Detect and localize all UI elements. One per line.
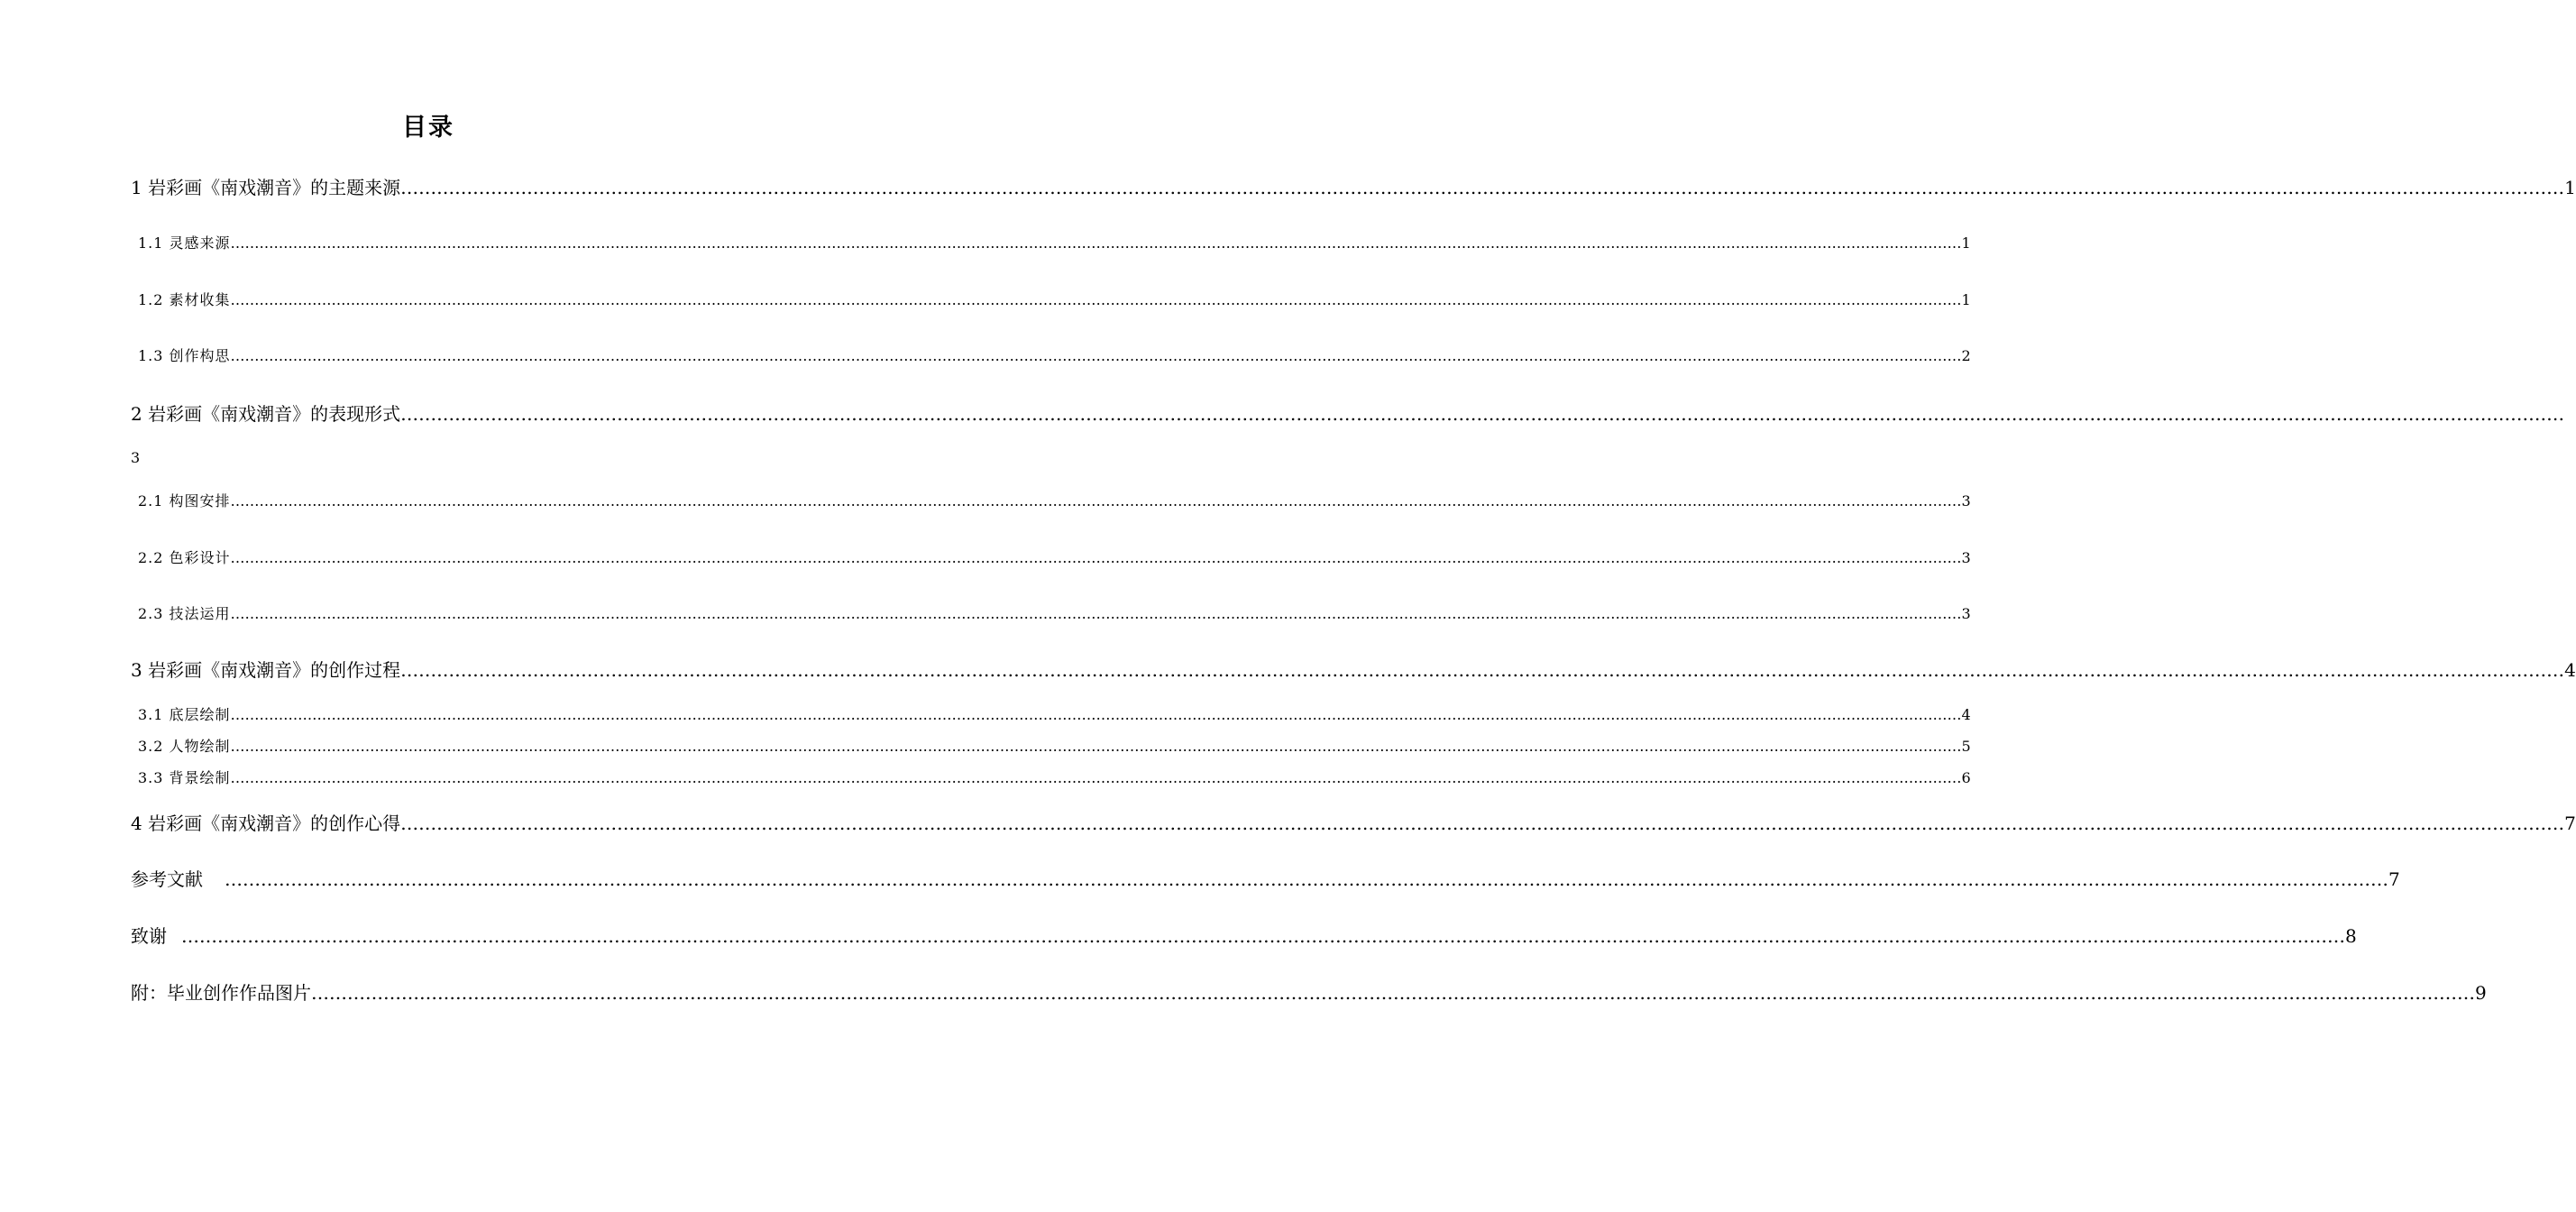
toc-leader-dots: ……………………………………………………………………………………………………………………………………………………………………………………………………………………………………………………………………………………………………………………………… bbox=[400, 403, 2565, 425]
toc-leader-dots: ……………………………………………………………………………………………………………………………………………………………………………………………………………………………………………………………………………………………………………………………… bbox=[230, 769, 1962, 786]
toc-entry-2-3[interactable] bbox=[138, 602, 1972, 626]
toc-entry-page: 8 bbox=[2345, 925, 2357, 947]
toc-entry-label: 1 岩彩画《南戏潮音》的主题来源 bbox=[131, 177, 401, 198]
toc-entry-label: 2 岩彩画《南戏潮音》的表现形式 bbox=[131, 403, 401, 425]
toc-entry-label: 1.1 灵感来源 bbox=[138, 234, 231, 252]
toc-entry-label: 1.2 素材收集 bbox=[138, 291, 231, 308]
toc-entry-4[interactable] bbox=[131, 810, 2576, 837]
toc-entry-page: 1 bbox=[1961, 291, 1972, 308]
toc-entry-label: 3.3 背景绘制 bbox=[138, 769, 231, 786]
toc-leader-dots: ……………………………………………………………………………………………………………………………………………………………………………………………………………………………………………………………………………………………………………………………… bbox=[230, 234, 1962, 252]
toc-leader-dots: ……………………………………………………………………………………………………………………………………………………………………………………………………………………………………………………………………………………………………………………………… bbox=[230, 706, 1962, 723]
toc-leader-dots: ……………………………………………………………………………………………………………………………………………………………………………………………………………………………………………………………………………………………………………………………… bbox=[181, 925, 2345, 947]
toc-leader-dots: ……………………………………………………………………………………………………………………………………………………………………………………………………………………………………………………………………………………………………………………………… bbox=[225, 868, 2388, 890]
toc-entry-1[interactable] bbox=[131, 174, 2576, 201]
toc-entry-page: 3 bbox=[1961, 549, 1972, 566]
toc-entry-page: 2 bbox=[1961, 347, 1972, 364]
toc-entry-label: 2.1 构图安排 bbox=[138, 492, 231, 510]
toc-entry-page: 3 bbox=[1961, 492, 1972, 510]
toc-entry-2[interactable] bbox=[131, 400, 2565, 427]
toc-entry-page: 5 bbox=[1961, 738, 1972, 755]
toc-entry-page: 6 bbox=[1961, 769, 1972, 786]
toc-leader-dots: ……………………………………………………………………………………………………………………………………………………………………………………………………………………………………………………………………………………………………………………………… bbox=[230, 347, 1962, 364]
toc-entry-label: 2.2 色彩设计 bbox=[138, 549, 231, 566]
toc-entry-3-2[interactable] bbox=[138, 735, 1972, 758]
toc-entry-acknowledgements[interactable] bbox=[131, 923, 2357, 950]
toc-leader-dots: ……………………………………………………………………………………………………………………………………………………………………………………………………………………………………………………………………………………………………………………………… bbox=[230, 549, 1962, 566]
toc-leader-dots: ……………………………………………………………………………………………………………………………………………………………………………………………………………………………………………………………………………………………………………………………… bbox=[230, 492, 1962, 510]
toc-entry-page: 9 bbox=[2475, 982, 2487, 1004]
toc-leader-dots: ……………………………………………………………………………………………………………………………………………………………………………………………………………………………………………………………………………………………………………………………… bbox=[400, 813, 2565, 834]
toc-entry-appendix[interactable] bbox=[131, 979, 2487, 1006]
toc-entry-3-1[interactable] bbox=[138, 703, 1972, 727]
toc-entry-page: 1 bbox=[1961, 234, 1972, 252]
toc-leader-dots: ……………………………………………………………………………………………………………………………………………………………………………………………………………………………………………………………………………………………………………………………… bbox=[311, 982, 2475, 1004]
toc-entry-label: 4 岩彩画《南戏潮音》的创作心得 bbox=[131, 813, 401, 834]
toc-leader-dots: ……………………………………………………………………………………………………………………………………………………………………………………………………………………………………………………………………………………………………………………………… bbox=[230, 291, 1962, 308]
toc-entry-1-1[interactable] bbox=[138, 232, 1972, 255]
toc-entry-1-2[interactable] bbox=[138, 289, 1972, 312]
toc-leader-dots: ……………………………………………………………………………………………………………………………………………………………………………………………………………………………………………………………………………………………………………………………… bbox=[230, 738, 1962, 755]
toc-entry-label: 2.3 技法运用 bbox=[138, 605, 231, 622]
toc-leader-dots: ……………………………………………………………………………………………………………………………………………………………………………………………………………………………………………………………………………………………………………………………… bbox=[400, 659, 2565, 681]
toc-entry-page: 7 bbox=[2388, 868, 2400, 890]
toc-entry-2-1[interactable] bbox=[138, 490, 1972, 513]
page-title: 目录 bbox=[402, 114, 454, 142]
toc-entry-label: 致谢 bbox=[131, 925, 167, 947]
toc-entry-references[interactable] bbox=[131, 866, 2400, 893]
toc-entry-3-3[interactable] bbox=[138, 767, 1972, 790]
toc-entry-label: 1.3 创作构思 bbox=[138, 347, 231, 364]
toc-entry-1-3[interactable] bbox=[138, 344, 1972, 368]
toc-entry-2-2[interactable] bbox=[138, 546, 1972, 570]
toc-entry-page: 1 bbox=[2564, 177, 2576, 198]
toc-entry-page: 3 bbox=[1961, 605, 1972, 622]
toc-entry-page: 3 bbox=[131, 449, 141, 466]
toc-leader-dots: ……………………………………………………………………………………………………………………………………………………………………………………………………………………………………………………………………………………………………………………………… bbox=[400, 177, 2565, 198]
toc-entry-label: 3 岩彩画《南戏潮音》的创作过程 bbox=[131, 659, 401, 681]
toc-entry-page: 4 bbox=[1961, 706, 1972, 723]
toc-entry-3[interactable] bbox=[131, 656, 2576, 684]
toc-entry-page: 4 bbox=[2564, 659, 2576, 681]
toc-entry-page: 7 bbox=[2564, 813, 2576, 834]
toc-entry-label: 附：毕业创作作品图片 bbox=[131, 982, 311, 1004]
toc-entry-label: 3.2 人物绘制 bbox=[138, 738, 231, 755]
toc-entry-label: 3.1 底层绘制 bbox=[138, 706, 231, 723]
toc-entry-label: 参考文献 bbox=[131, 868, 203, 890]
toc-leader-dots: ……………………………………………………………………………………………………………………………………………………………………………………………………………………………………………………………………………………………………………………………… bbox=[230, 605, 1962, 622]
